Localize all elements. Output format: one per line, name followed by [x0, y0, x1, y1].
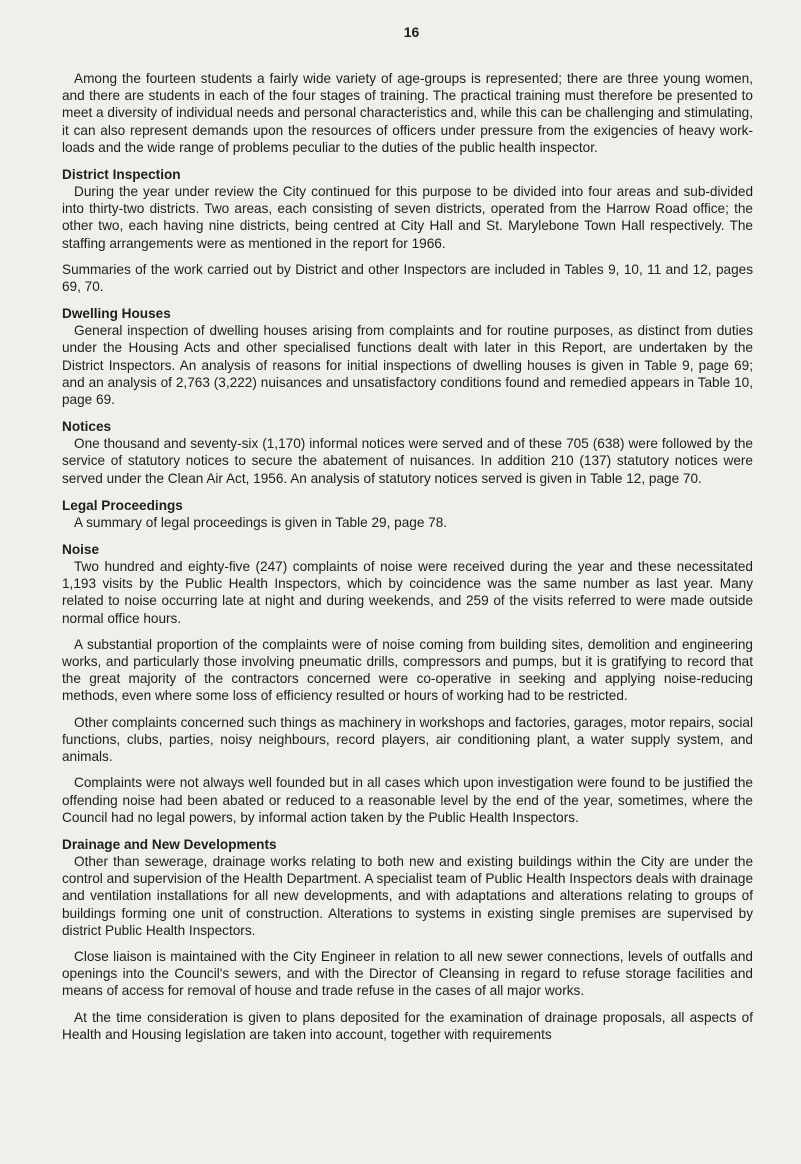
section-heading: Noise — [62, 542, 100, 558]
paragraph: Complaints were not always well founded but in all cases which upon investigation were found to be justified the offending noise had been abated or reduced to a reasonable level by the end of the year, sometimes, where the Council had no legal powers, by informal action taken by the Public Health Inspectors. — [62, 775, 753, 825]
section-notices — [62, 418, 753, 487]
paragraph: A substantial proportion of the complaints were of noise coming from building sites, demolition and engineering works, and particularly those involving pneumatic drills, compressors and pumps, but it is gratifying to record that the great majority of the contractors concerned were co-operative in seeking and applying noise-reducing methods, even where some loss of efficiency resulted or hours of working had to be restricted. — [62, 636, 753, 704]
paragraph: Summaries of the work carried out by District and other Inspectors are included in Tables 9, 10, 11 and 12, pages 69, 70. — [62, 261, 753, 295]
section-heading: Notices — [62, 419, 112, 435]
paragraph: One thousand and seventy-six (1,170) informal notices were served and of these 705 (638) were followed by the service of statutory notices to secure the abatement of nuisances. In addition 210 (137) statutory notices were served under the Clean Air Act, 1956. An analysis of statutory notices served is given in Table 12, page 70. — [62, 436, 753, 486]
page-number: 16 — [403, 24, 420, 40]
section-heading: Drainage and New Developments — [62, 836, 277, 852]
paragraph: Close liaison is maintained with the City Engineer in relation to all new sewer connections, levels of outfalls and openings into the Council's sewers, and with the Director of Cleansing in regard to refuse storage facilities and means of access for removal of house and trade refuse in the cases of all major works. — [62, 948, 753, 999]
paragraph: During the year under review the City continued for this purpose to be divided into four areas and sub-divided into thirty-two districts. Two areas, each consisting of seven districts, operated from the Harrow Road office; the other two, each having nine districts, being centred at City Hall and St. Marylebone Town Hall respectively. The staffing arrangements were as mentioned in the report for 1966. — [62, 184, 753, 251]
section-legal-proceedings — [62, 497, 753, 531]
paragraph: A summary of legal proceedings is given in Table 29, page 78. — [74, 514, 448, 530]
paragraph: General inspection of dwelling houses arising from complaints and for routine purposes, as distinct from duties under the Housing Acts and other specialised functions dealt with later in this Report, are undertaken by the District Inspectors. An analysis of reasons for initial inspections of dwelling houses is given in Table 9, page 69; and an analysis of 2,763 (3,222) nuisances and unsatisfactory conditions found and remedied appears in Table 10, page 69. — [62, 323, 753, 408]
paragraph: Other complaints concerned such things as machinery in workshops and factories, garages, motor repairs, social functions, clubs, parties, noisy neighbours, record players, air conditioning plant, a water supply system, and animals. — [62, 714, 753, 765]
section-dwelling-houses — [62, 305, 753, 408]
section-drainage — [62, 836, 753, 1043]
section-heading: Dwelling Houses — [62, 306, 171, 322]
paragraph: At the time consideration is given to plans deposited for the examination of drainage proposals, all aspects of Health and Housing legislation are taken into account, together with requirements — [62, 1009, 753, 1042]
section-noise — [62, 541, 753, 826]
paragraph: Two hundred and eighty-five (247) complaints of noise were received during the year and these necessitated 1,193 visits by the Public Health Inspectors, which by coincidence was the same number as last year. Many related to noise occurring late at night and during weekends, and 259 of the visits referred to were made outside normal office hours. — [62, 559, 753, 626]
section-heading: Legal Proceedings — [62, 497, 183, 513]
paragraph: Other than sewerage, drainage works relating to both new and existing buildings within the City are under the control and supervision of the Health Department. A specialist team of Public Health Inspectors deals with drainage and ventilation installations for all new developments, and with adaptations and alterations relating to groups of buildings forming one unit of construction. Alterations to systems in existing single premises are supervised by district Public Health Inspectors. — [62, 853, 753, 938]
section-district-inspection — [62, 166, 753, 295]
section-heading: District Inspection — [62, 167, 181, 183]
intro-paragraph: Among the fourteen students a fairly wide variety of age-groups is represented; there are three young women, and there are students in each of the four stages of training. The practical training must therefore be presented to meet a diversity of individual needs and personal characteristics and, while this can be challenging and stimulating, it can also represent demands upon the resources of officers under pressure from the exigencies of heavy work-loads and the wide range of problems peculiar to the duties of the public health inspector. — [62, 71, 753, 155]
